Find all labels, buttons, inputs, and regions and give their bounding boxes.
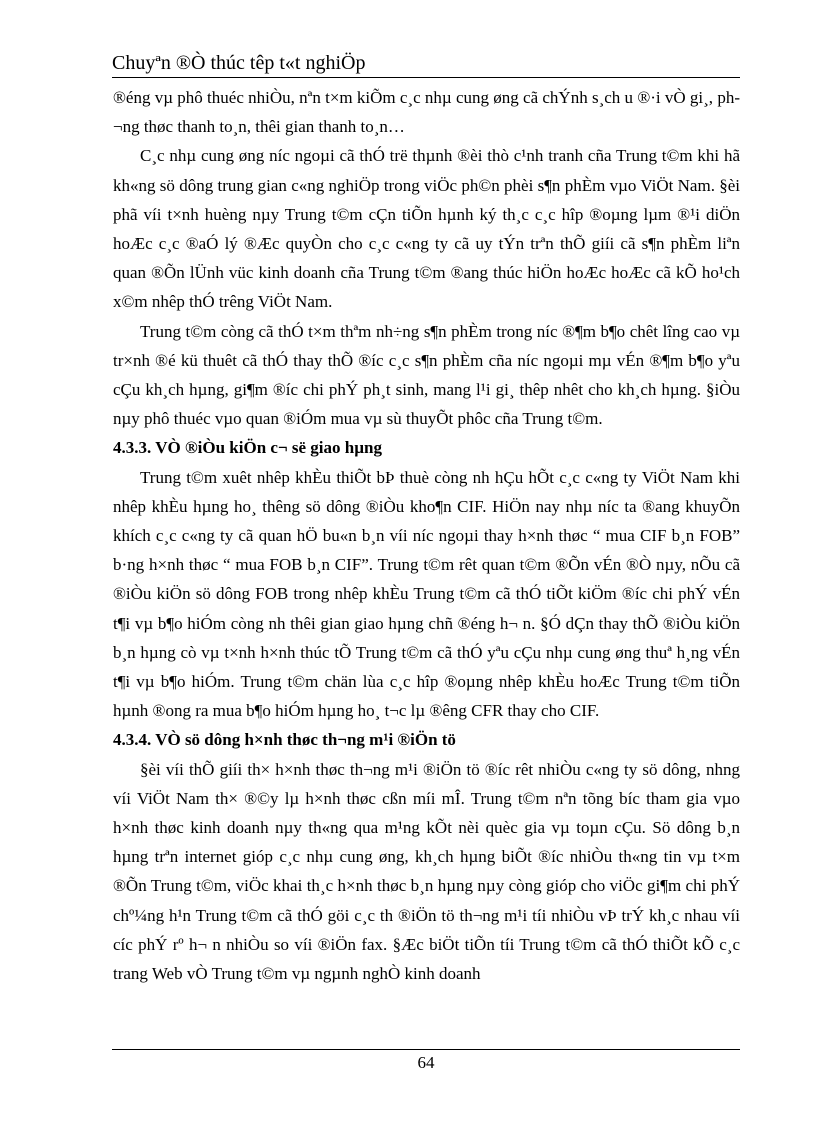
page-number: 64 <box>417 1053 435 1072</box>
section-heading-4-3-4: 4.3.4. VÒ sö dông h×nh thøc th¬ng m¹i ®iÖn tö <box>113 730 456 750</box>
running-header-title: Chuyªn ®Ò thúc têp t«t nghiÖp <box>112 52 366 74</box>
body-paragraph: C¸c nhµ cung øng níc ngoµi cã thÓ trë thµnh ®èi thò c¹nh tranh cña Trung t©m khi hã kh«ng sö dông trung gian c«ng nghiÖp trong viÖc ph©n phèi s¶n phÈm vµo ViÖt Nam. §èi phã víi t×nh huèng nµy Trung t©m cÇn tiÕn hµnh ký th¸c c¸c hîp ®oµng lµm ®¹i diÖn hoÆc c¸c ®aÓ lý ®Æc quyÒn cho c¸c c«ng ty cã uy tÝn trªn thÕ giíi cã s¶n phÈm liªn quan ®Õn lÜnh vüc kinh doanh cña Trung t©m ®ang thúc hiÖn hoÆc hoÆc cã kÕ ho¹ch x©m nhêp thÓ trêng ViÖt Nam. <box>113 146 740 312</box>
body-paragraph: Trung t©m xuêt nhêp khÈu thiÕt bÞ thuè còng nh hÇu hÕt c¸c c«ng ty ViÖt Nam khi nhêp khÈu hµng ho¸ thêng sö dông ®iÒu kho¶n CIF. HiÖn nay nhµ níc ta ®ang khuyÕn khích c¸c c«ng ty cã quan hÖ bu«n b¸n víi níc ngoµi thay h×nh thøc “ mua CIF b¸n FOB” b·ng h×nh thøc “ mua FOB b¸n CIF”. Trung t©m rêt quan t©m ®Õn vÉn ®Ò nµy, nÕu cã ®iÒu kiÖn sö dông FOB trong nhêp khÈu Trung t©m cã thÓ tiÕt kiÖm ®íc chi phÝ vÉn t¶i vµ b¶o hiÓm còng nh thêi gian giao hµng chñ ®éng h¬ n. §Ó dÇn thay thÕ ®iÒu kiÖn b¸n hµng cò vµ t×nh h×nh thúc tÕ Trung t©m cã thÓ yªu cÇu nhµ cung øng thuª h¸ng vÉn t¶i vµ b¶o hiÓm. Trung t©m chän lùa c¸c hîp ®oµng nhêp khÈu hoÆc Trung t©m tiÕn hµnh ®ong ra mua b¶o hiÓm hµng ho¸ t¬c lµ ®êng CFR thay cho CIF. <box>113 467 740 721</box>
body-paragraph: Trung t©m còng cã thÓ t×m thªm nh÷ng s¶n phÈm trong níc ®¶m b¶o chêt lîng cao vµ tr×nh ®é kü thuêt cã thÓ thay thÕ ®íc c¸c s¶n phÈm cña níc ngoµi mµ vÉn ®¶m b¶o yªu cÇu kh¸ch hµng, gi¶m ®íc chi phÝ ph¸t sinh, mang l¹i gi¸ thêp nhêt cho kh¸ch hµng. §iÒu nµy phô thuéc vµo quan ®iÓm mua vµ sù thuyÕt phôc cña Trung t©m. <box>113 321 740 429</box>
section-heading-4-3-3: 4.3.3. VÒ ®iÒu kiÖn c¬ së giao hµng <box>113 438 382 458</box>
page-body <box>113 83 740 988</box>
header-divider <box>112 77 740 78</box>
footer-divider <box>112 1049 740 1050</box>
body-paragraph: §èi víi thÕ giíi th× h×nh thøc th¬ng m¹i ®iÖn tö ®íc rêt nhiÒu c«ng ty sö dông, nhng víi ViÖt Nam th× ®©y lµ h×nh thøc cßn míi mÎ. Trung t©m nªn tõng bíc tham gia vµo h×nh thøc kinh doanh nµy th«ng qua m¹ng kÕt nèi quèc gia vµ toµn cÇu. Sö dông b¸n hµng trªn internet gióp c¸c nhµ cung øng, kh¸ch hµng biÕt ®íc nhiÒu th«ng tin vµ t×m ®Õn Trung t©m, viÖc khai th¸c h×nh thøc b¸n hµng nµy còng gióp cho viÖc gi¶m chi phÝ chº¼ng h¹n Trung t©m cã thÓ göi c¸c th ®iÖn tö th¬ng m¹i tíi nhiÒu vÞ trÝ kh¸c nhau víi cíc phÝ rº h¬ n nhiÒu so víi ®iÖn fax. §Æc biÖt tiÕn tíi Trung t©m cã thÓ thiÕt kÕ c¸c trang Web vÒ Trung t©m vµ ngµnh nghÒ kinh doanh <box>113 759 740 984</box>
body-paragraph: ®éng vµ phô thuéc nhiÒu, nªn t×m kiÕm c¸c nhµ cung øng cã chÝnh s¸ch u ®·i vÒ gi¸, ph¬ng thøc thanh to¸n, thêi gian thanh to¸n… <box>113 88 740 137</box>
